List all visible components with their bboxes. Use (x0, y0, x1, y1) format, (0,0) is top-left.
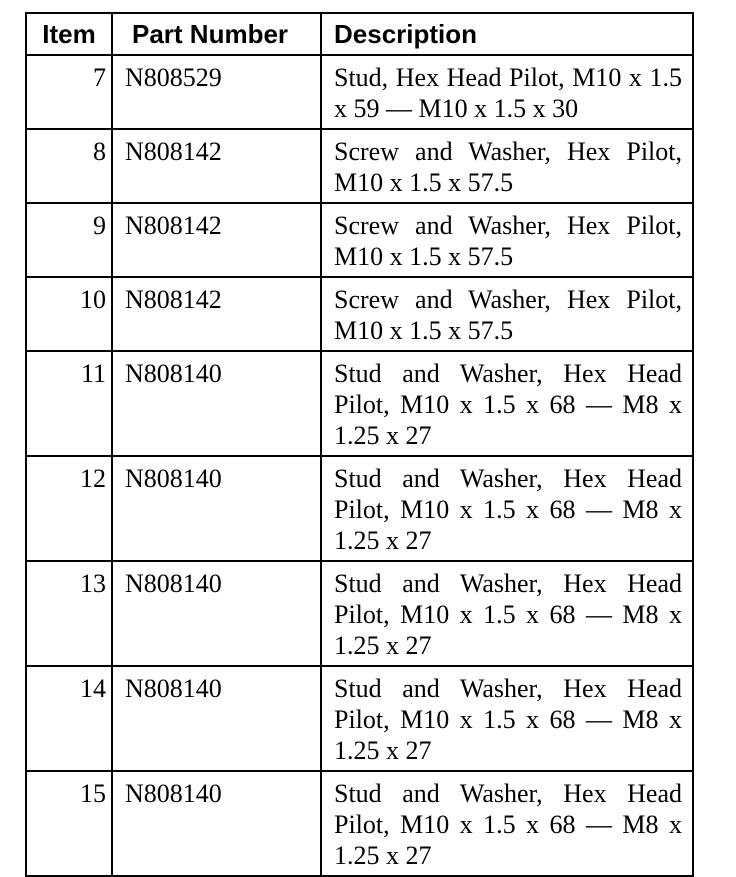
item-cell: 14 (26, 666, 112, 771)
item-cell: 13 (26, 561, 112, 666)
part-number-cell: N808142 (112, 277, 321, 351)
column-header-item: Item (26, 13, 112, 55)
table-row (26, 666, 693, 771)
item-cell: 9 (26, 203, 112, 277)
part-number-cell: N808140 (112, 456, 321, 561)
item-cell: 10 (26, 277, 112, 351)
column-header-part-number: Part Number (112, 13, 321, 55)
description-cell: Screw and Washer, Hex Pilot, M10 x 1.5 x 57.5 (321, 203, 693, 277)
description-cell: Stud and Washer, Hex Head Pilot, M10 x 1.5 x 68 — M8 x 1.25 x 27 (321, 666, 693, 771)
item-cell: 15 (26, 771, 112, 876)
parts-table (25, 12, 694, 877)
description-cell: Screw and Washer, Hex Pilot, M10 x 1.5 x 57.5 (321, 129, 693, 203)
table-row (26, 203, 693, 277)
item-cell: 8 (26, 129, 112, 203)
part-number-cell: N808140 (112, 666, 321, 771)
part-number-cell: N808529 (112, 55, 321, 129)
table-row (26, 129, 693, 203)
description-cell: Stud and Washer, Hex Head Pilot, M10 x 1.5 x 68 — M8 x 1.25 x 27 (321, 351, 693, 456)
description-cell: Stud and Washer, Hex Head Pilot, M10 x 1.5 x 68 — M8 x 1.25 x 27 (321, 456, 693, 561)
description-cell: Stud and Washer, Hex Head Pilot, M10 x 1.5 x 68 — M8 x 1.25 x 27 (321, 771, 693, 876)
part-number-cell: N808140 (112, 561, 321, 666)
item-cell: 7 (26, 55, 112, 129)
table-row (26, 277, 693, 351)
description-cell: Screw and Washer, Hex Pilot, M10 x 1.5 x 57.5 (321, 277, 693, 351)
description-cell: Stud, Hex Head Pilot, M10 x 1.5 x 59 — M10 x 1.5 x 30 (321, 55, 693, 129)
header-row (26, 13, 693, 55)
table-row (26, 561, 693, 666)
part-number-cell: N808142 (112, 129, 321, 203)
table-row (26, 771, 693, 876)
item-cell: 11 (26, 351, 112, 456)
table-row (26, 55, 693, 129)
part-number-cell: N808140 (112, 351, 321, 456)
item-cell: 12 (26, 456, 112, 561)
table-row (26, 351, 693, 456)
part-number-cell: N808140 (112, 771, 321, 876)
part-number-cell: N808142 (112, 203, 321, 277)
table-row (26, 456, 693, 561)
column-header-description: Description (321, 13, 693, 55)
description-cell: Stud and Washer, Hex Head Pilot, M10 x 1.5 x 68 — M8 x 1.25 x 27 (321, 561, 693, 666)
